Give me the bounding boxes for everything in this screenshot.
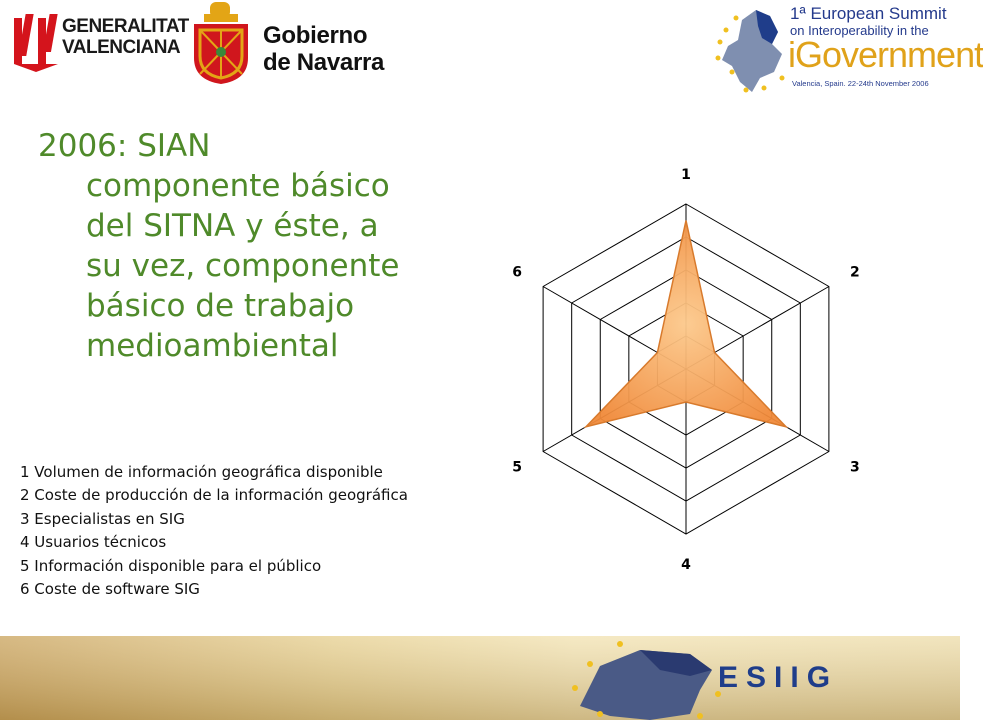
title-line-6: medioambiental <box>86 328 339 364</box>
axis-label: 3 <box>849 459 860 476</box>
title-line-1: 2006: SIAN <box>38 128 211 164</box>
generalitat-line2: VALENCIANA <box>62 37 181 58</box>
slide-title <box>38 126 478 366</box>
summit-title: 1ª European Summit <box>790 4 947 23</box>
axis-label: 2 <box>849 264 860 281</box>
summit-subtitle: on Interoperability in the <box>790 23 929 38</box>
list-item: 5 Información disponible para el público <box>20 556 322 575</box>
navarra-line2: de Navarra <box>263 49 385 76</box>
footer-esiig-logo: ESIIG <box>718 661 839 694</box>
list-item: 1 Volumen de información geográfica disponible <box>20 463 383 481</box>
radar-series <box>586 220 786 426</box>
radar-chart <box>500 150 880 580</box>
axis-label: 5 <box>512 459 523 476</box>
summit-igovernment: iGovernment <box>788 34 983 75</box>
axis-label: 6 <box>512 264 523 281</box>
navarra-shield-icon <box>190 0 254 86</box>
summit-date: Valencia, Spain. 22-24th November 2006 <box>792 79 929 88</box>
list-item: 2 Coste de producción de la información geográfica <box>20 486 408 505</box>
generalitat-valenciana-logo <box>12 12 189 74</box>
axis-label: 4 <box>681 557 691 573</box>
generalitat-line1: GENERALITAT <box>62 16 189 37</box>
title-line-4: su vez, componente <box>86 248 400 284</box>
title-line-2: componente básico <box>86 168 390 204</box>
list-item: 6 Coste de software SIG <box>20 580 200 599</box>
gobierno-navarra-logo <box>190 0 410 86</box>
title-line-5: básico de trabajo <box>86 288 355 324</box>
criteria-list <box>20 461 408 601</box>
radar-series-area <box>586 221 786 427</box>
list-item: 4 Usuarios técnicos <box>20 533 167 552</box>
navarra-wordmark <box>263 22 384 76</box>
axis-label: 1 <box>681 167 691 183</box>
generalitat-wordmark <box>62 16 189 58</box>
list-item: 3 Especialistas en SIG <box>20 509 185 528</box>
title-line-3: del SITNA y éste, a <box>86 208 379 244</box>
generalitat-emblem-icon <box>12 12 60 74</box>
european-summit-logo <box>712 2 983 100</box>
navarra-line1: Gobierno <box>263 22 368 49</box>
